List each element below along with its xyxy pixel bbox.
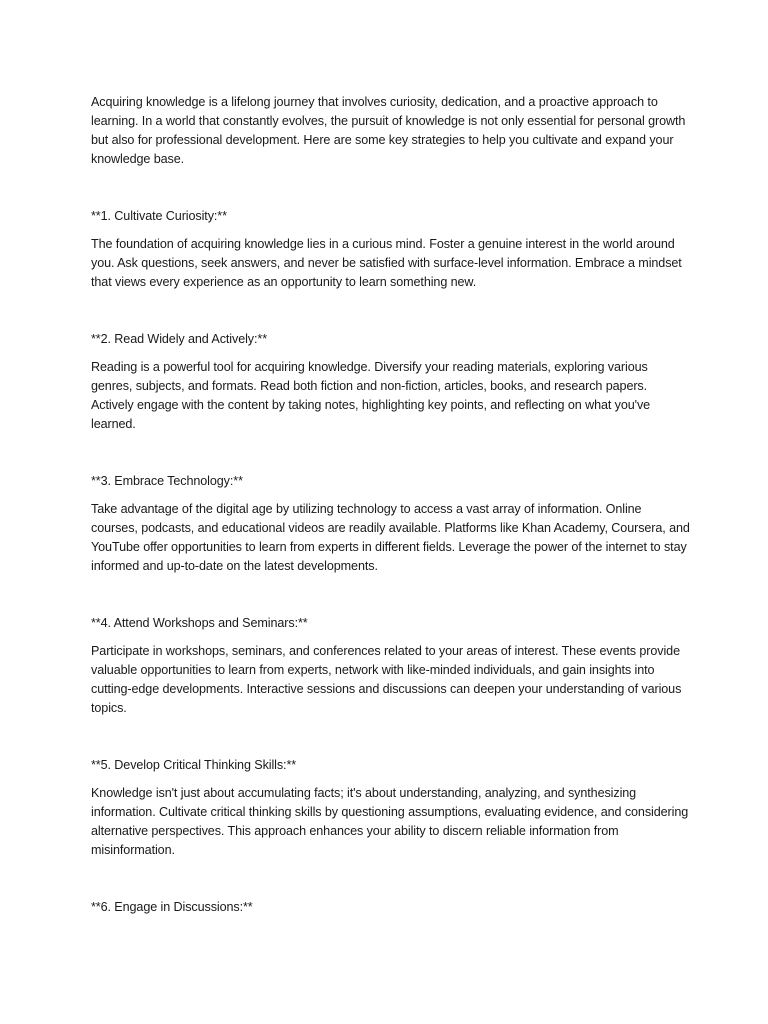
section-body: Participate in workshops, seminars, and conferences related to your areas of interest. These events provide valuable opportunities to learn from experts, network with like-minded individuals, and gain insights into cutting-edge developments. Interactive sessions and discussions can deepen your understanding of various topics.	[91, 644, 682, 715]
section-body: Knowledge isn't just about accumulating facts; it's about understanding, analyzing, and synthesizing information. Cultivate critical thinking skills by questioning assumptions, evaluating evidence, and considering alternative perspectives. This approach enhances your ability to discern reliable information from misinformation.	[91, 786, 689, 857]
section-critical-thinking	[91, 756, 691, 860]
section-heading: **1. Cultivate Curiosity:**	[91, 209, 227, 223]
intro-paragraph: Acquiring knowledge is a lifelong journey that involves curiosity, dedication, and a proactive approach to learning. In a world that constantly evolves, the pursuit of knowledge is not only essential for personal growth but also for professional development. Here are some key strategies to help you cultivate and expand your knowledge base.	[91, 95, 686, 166]
section-heading: **2. Read Widely and Actively:**	[91, 332, 268, 346]
section-engage-discussions	[91, 898, 691, 917]
section-body: Reading is a powerful tool for acquiring knowledge. Diversify your reading materials, exploring various genres, subjects, and formats. Read both fiction and non-fiction, articles, books, and research papers. Actively engage with the content by taking notes, highlighting key points, and reflecting on what you've learned.	[91, 360, 651, 431]
section-heading: **3. Embrace Technology:**	[91, 474, 243, 488]
section-heading: **5. Develop Critical Thinking Skills:**	[91, 758, 297, 772]
section-heading: **6. Engage in Discussions:**	[91, 900, 253, 914]
document-content	[91, 93, 691, 926]
section-body: Take advantage of the digital age by utilizing technology to access a vast array of information. Online courses, podcasts, and educational videos are readily available. Platforms like Khan Academy, Coursera, and YouTube offer opportunities to learn from experts in different fields. Leverage the power of the internet to stay informed and up-to-date on the latest developments.	[91, 502, 690, 573]
section-cultivate-curiosity	[91, 207, 691, 292]
section-body: The foundation of acquiring knowledge lies in a curious mind. Foster a genuine interest in the world around you. Ask questions, seek answers, and never be satisfied with surface-level information. Embrace a mindset that views every experience as an opportunity to learn something new.	[91, 237, 682, 289]
section-heading: **4. Attend Workshops and Seminars:**	[91, 616, 308, 630]
section-embrace-technology	[91, 472, 691, 576]
section-attend-workshops	[91, 614, 691, 718]
section-read-widely	[91, 330, 691, 434]
